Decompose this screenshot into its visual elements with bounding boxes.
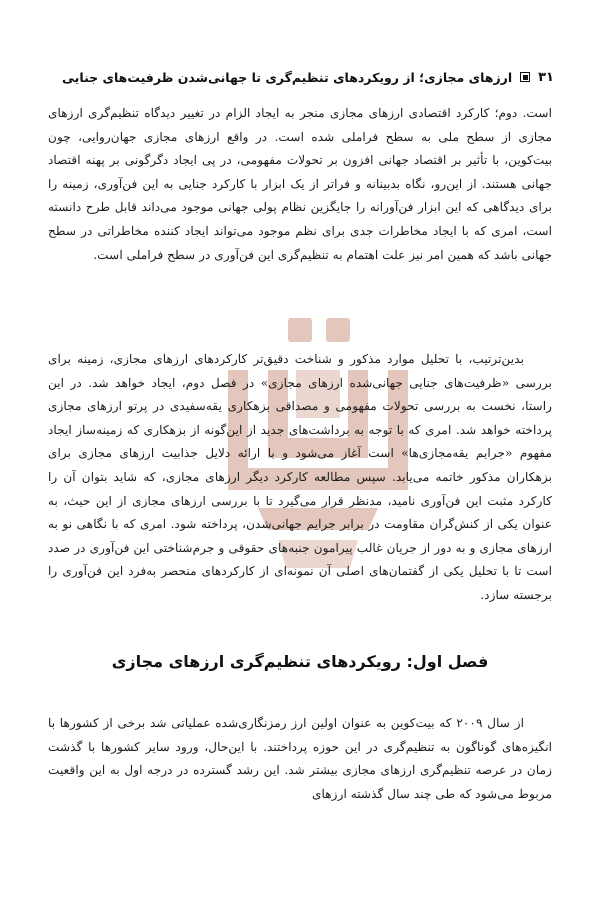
body-paragraph-3 bbox=[48, 712, 552, 806]
square-bullet-icon bbox=[520, 72, 530, 82]
body-paragraph-1 bbox=[48, 102, 552, 267]
page-number: ۳۱ bbox=[538, 69, 554, 85]
running-header-title: ارزهای مجازی؛ از رویکردهای تنظیم‌گری تا جهانی‌شدن ظرفیت‌های جنایی bbox=[62, 69, 513, 85]
paragraph-text: بدین‌ترتیب، با تحلیل موارد مذکور و شناخت دقیق‌تر کارکردهای ارزهای مجازی، زمینه برای بررسی «ظرفیت‌های جنایی جهانی‌شده ارزهای مجازی» در فصل دوم، ایجاد خواهد شد. در این راستا، نخست به بررسی تحولات مفهومی و مصداقی بزهکاری یقه‌سفیدی در پرتو ارزهای مجازی پرداخته خواهد شد. امری که با توجه به برداشت‌های جدید از این‌گونه از بزهکاری که زمینه‌ساز ایجاد مفهوم «جرایم یقه‌مجازی‌ها» است آغاز می‌شود و با ارائه دلایل جذابیت ارزهای مجازی برای بزهکاران مذکور خاتمه می‌یابد. سپس مطالعه کارکرد دیگر ارزهای مجازی، که شاید بتوان آن را کارکرد مثبت این فن‌آوری نامید، مدنظر قرار می‌گیرد تا با بررسی ارزهای مجازی از این حیث، به عنوان یکی از کنش‌گران مقاومت در برابر جرایم جهانی‌شدن، پرداخته شود. امری که با نگاهی نو به ارزهای مجازی و به دور از جریان غالب پیرامون جنبه‌های حقوقی و جرم‌شناختی این فن‌آوری در صدد است تا با تحلیل یکی از گفتمان‌های اصلی آن نمونه‌ای از کارکردهای منحصر به‌فرد این فن‌آوری را برجسته سازد. bbox=[48, 352, 552, 602]
chapter-heading: فصل اول: رویکردهای تنظیم‌گری ارزهای مجازی bbox=[111, 652, 489, 671]
paragraph-text: از سال ۲۰۰۹ که بیت‌کوین به عنوان اولین ارز رمزنگاری‌شده عملیاتی شد برخی از کشورها با انگیزه‌های گوناگون به تنظیم‌گری در این حوزه پرداختند. با این‌حال، ورود سایر کشورها با گذشت زمان در عرصه تنظیم‌گری ارزهای مجازی بیشتر شد. این رشد گسترده در درجه اول به این واقعیت مربوط می‌شود که طی چند سال گذشته ارزهای bbox=[48, 716, 552, 801]
body-paragraph-2 bbox=[48, 348, 552, 608]
paragraph-text: است. دوم؛ کارکرد اقتصادی ارزهای مجازی منجر به ایجاد الزام در تغییر دیدگاه تنظیم‌گری ارزهای مجازی از سطح ملی به سطح فراملی شده است. در واقع ارزهای مجازی جهان‌روایی، چون بیت‌کوین، با تأثیر بر اقتصاد جهانی افزون بر تحولات مفهومی، در پی ایجاد دگرگونی بر پهنه اقتصاد جهانی هستند. از این‌رو، نگاه بدبینانه و فراتر از یک ابزار با کارکرد جنایی به این فن‌آوری، زمینه را برای دیدگاهی که این ابزار فن‌آورانه را جایگزین نظام پولی جهانی موجود می‌داند قابل طرح دانسته است، امری که با ایجاد مخاطرات جدی برای نظم موجود می‌تواند ایجاد کننده مخاطراتی در سطح جهانی باشد که همین امر نیز علت اهتمام به تنظیم‌گری این فن‌آوری در سطح فراملی است. bbox=[48, 106, 552, 262]
running-header bbox=[46, 64, 554, 90]
